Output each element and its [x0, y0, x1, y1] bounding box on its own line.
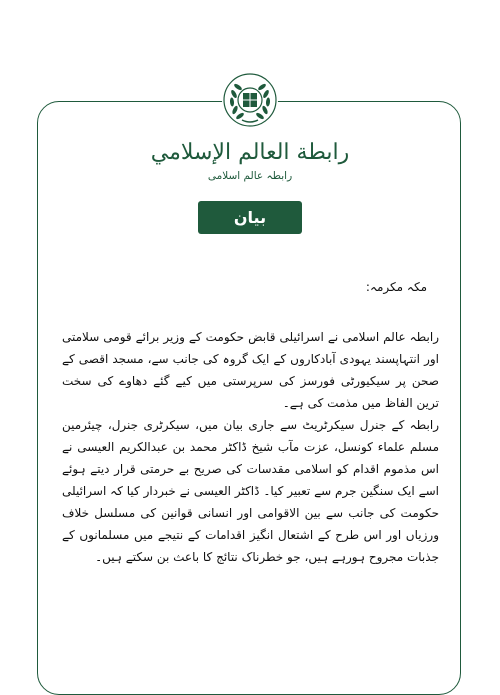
- body-paragraph: رابطہ عالم اسلامی نے اسرائیلی قابض حکومت کے وزیر برائے قومی سلامتی اور انتہاپسند یہودی آبادکاروں کے ایک گروہ کی جانب سے، مسجد اقصی کے صحن پر سیکیورٹی فورسز کی سرپرستی میں کیے گئے دھاوے کی سخت ترین الفاظ میں مذمت کی ہے۔: [62, 330, 439, 410]
- organization-name-arabic: رابطة العالم الإسلامي: [150, 140, 350, 165]
- body-paragraph: رابطہ کے جنرل سیکرٹریٹ سے جاری بیان میں، سیکرٹری جنرل، چیئرمین مسلم علماء کونسل، عزت مآب شیخ ڈاکٹر محمد بن عبدالکریم العیسی نے اس مذموم اقدام کو اسلامی مقدسات کی صریح بے حرمتی قرار دیتے ہوئے اسے ایک سنگین جرم سے تعبیر کیا۔ ڈاکٹر العیسی نے خبردار کیا کہ اسرائیلی حکومت کی جانب سے بین الاقوامی اور انسانی قوانین کی مسلسل خلاف ورزیاں اور اس طرح کے اشتعال انگیز اقدامات کے نتیجے میں مسلمانوں کے جذبات مجروح ہورہے ہیں، جو خطرناک نتائج کا باعث بن سکتے ہیں۔: [62, 418, 439, 564]
- organization-name-urdu: رابطہ عالم اسلامی: [207, 170, 293, 182]
- organization-emblem-icon: [222, 72, 278, 128]
- statement-body: [62, 326, 439, 568]
- dateline: مکہ مکرمہ:: [365, 280, 427, 294]
- statement-badge: بیان: [198, 201, 302, 234]
